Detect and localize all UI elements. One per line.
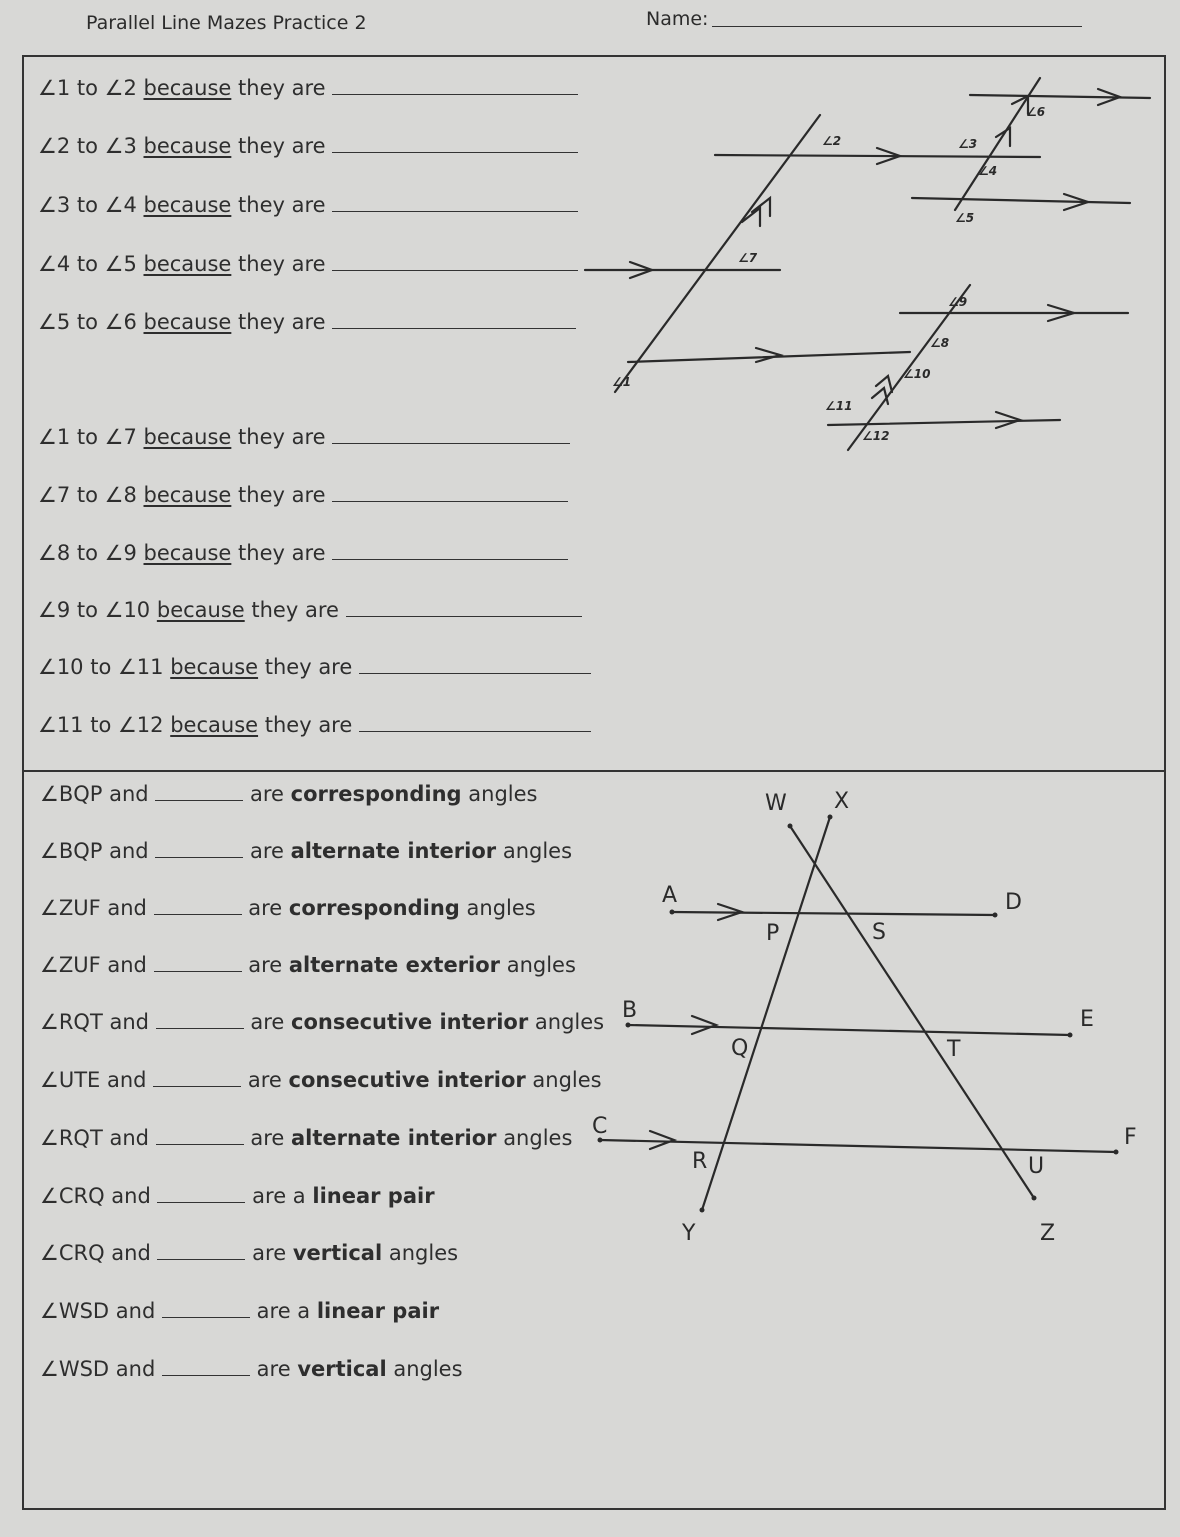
angle-pair: ∠2 to ∠3 (38, 134, 137, 158)
maze-angle-label: ∠8 (930, 336, 950, 350)
relation-suffix: angles (468, 782, 538, 806)
relation-suffix: angles (388, 1241, 459, 1265)
line-CF (600, 1140, 1116, 1152)
point-label-D: D (1005, 890, 1022, 915)
because-word: because (170, 713, 259, 737)
angle-name: ∠CRQ and (40, 1184, 151, 1208)
maze-angle-label: ∠11 (825, 399, 853, 413)
they-are: they are (264, 713, 353, 737)
maze-angle-label: ∠12 (862, 429, 890, 443)
maze-angle-label: ∠7 (738, 251, 758, 265)
maze-angle-label: ∠3 (958, 137, 978, 151)
maze-angle-label: ∠4 (978, 164, 998, 178)
they-are: they are (238, 483, 326, 507)
relation-type: alternate interior (290, 839, 497, 863)
angle-pair: ∠10 to ∠11 (38, 655, 164, 679)
line-XY (702, 817, 830, 1210)
relation-prefix: are (249, 839, 284, 863)
because-word: because (143, 193, 232, 217)
relation-prefix: are (256, 1357, 291, 1381)
relation-type: linear pair (316, 1299, 440, 1323)
name-label: Name: (646, 8, 709, 30)
relation-prefix: are a (256, 1299, 311, 1323)
point-label-X: X (834, 789, 850, 814)
relation-type: alternate exterior (288, 953, 501, 977)
relation-suffix: angles (503, 1126, 573, 1150)
angle-name: ∠RQT and (40, 1126, 149, 1150)
relation-suffix: angles (534, 1010, 605, 1034)
line-AD (672, 912, 995, 915)
maze-angle-label: ∠1 (612, 375, 632, 389)
angle-pair: ∠3 to ∠4 (38, 193, 137, 217)
they-are: they are (238, 425, 326, 449)
maze-angle-label: ∠9 (948, 295, 968, 309)
relation-suffix: angles (502, 839, 573, 863)
maze-angle-label: ∠2 (822, 134, 842, 148)
angle-name: ∠WSD and (40, 1299, 156, 1323)
angle-name: ∠ZUF and (40, 896, 147, 920)
point-label-T: T (947, 1037, 961, 1062)
point-label-E: E (1080, 1007, 1094, 1032)
angle-pair: ∠8 to ∠9 (38, 541, 137, 565)
relation-prefix: are a (252, 1184, 306, 1208)
they-are: they are (251, 598, 339, 622)
because-word: because (143, 541, 232, 565)
relation-type: corresponding (288, 896, 460, 920)
angle-pair: ∠1 to ∠2 (38, 76, 137, 100)
because-word: because (143, 425, 232, 449)
worksheet-title: Parallel Line Mazes Practice 2 (86, 12, 367, 34)
angle-name: ∠BQP and (40, 782, 149, 806)
line-WZ (790, 826, 1034, 1198)
relation-type: vertical (297, 1357, 387, 1381)
relation-type: alternate interior (291, 1126, 497, 1150)
angle-name: ∠WSD and (40, 1357, 156, 1381)
because-word: because (143, 252, 232, 276)
arrow-CF (650, 1131, 674, 1149)
angle-pair: ∠5 to ∠6 (38, 310, 137, 334)
point-label-Q: Q (731, 1036, 749, 1061)
they-are: they are (238, 310, 326, 334)
angle-name: ∠ZUF and (40, 953, 147, 977)
relation-type: corresponding (290, 782, 462, 806)
point-label-Z: Z (1040, 1221, 1056, 1246)
because-word: because (156, 598, 245, 622)
they-are: they are (238, 541, 326, 565)
relation-prefix: are (249, 782, 284, 806)
angle-pair: ∠1 to ∠7 (38, 425, 137, 449)
angle-pair: ∠9 to ∠10 (38, 598, 151, 622)
maze-angle-label: ∠10 (903, 367, 931, 381)
point-label-U: U (1028, 1154, 1045, 1179)
angle-name: ∠CRQ and (40, 1241, 151, 1265)
relation-suffix: angles (393, 1357, 463, 1381)
point-label-R: R (692, 1149, 708, 1174)
point-label-F: F (1124, 1125, 1137, 1150)
relation-prefix: are (247, 1068, 282, 1092)
point-label-B: B (622, 998, 638, 1023)
relation-prefix: are (248, 953, 283, 977)
because-word: because (143, 134, 232, 158)
they-are: they are (238, 252, 326, 276)
relation-prefix: are (250, 1126, 285, 1150)
they-are: they are (238, 76, 326, 100)
point-label-C: C (592, 1114, 608, 1139)
relation-prefix: are (248, 896, 283, 920)
relation-type: vertical (292, 1241, 383, 1265)
relation-suffix: angles (532, 1068, 602, 1092)
point-label-A: A (662, 883, 678, 908)
they-are: they are (238, 193, 326, 217)
angle-pair: ∠7 to ∠8 (38, 483, 137, 507)
because-word: because (143, 76, 232, 100)
relation-type: consecutive interior (288, 1068, 526, 1092)
they-are: they are (238, 134, 326, 158)
relation-suffix: angles (466, 896, 536, 920)
point-label-Y: Y (682, 1221, 696, 1246)
angle-name: ∠BQP and (40, 839, 149, 863)
angle-name: ∠RQT and (40, 1010, 149, 1034)
angle-pair: ∠4 to ∠5 (38, 252, 137, 276)
relation-suffix: angles (506, 953, 576, 977)
point-label-P: P (766, 921, 780, 946)
relation-prefix: are (252, 1241, 287, 1265)
they-are: they are (264, 655, 353, 679)
point-label-W: W (765, 791, 787, 816)
relation-prefix: are (250, 1010, 285, 1034)
angle-name: ∠UTE and (40, 1068, 147, 1092)
arrow-BE (692, 1016, 716, 1034)
relation-type: consecutive interior (291, 1010, 529, 1034)
because-word: because (143, 483, 232, 507)
angle-pair: ∠11 to ∠12 (38, 713, 164, 737)
relation-type: linear pair (312, 1184, 435, 1208)
because-word: because (143, 310, 232, 334)
maze-angle-label: ∠6 (1026, 105, 1046, 119)
maze-angle-label: ∠5 (955, 211, 975, 225)
because-word: because (170, 655, 259, 679)
point-label-S: S (872, 920, 886, 945)
